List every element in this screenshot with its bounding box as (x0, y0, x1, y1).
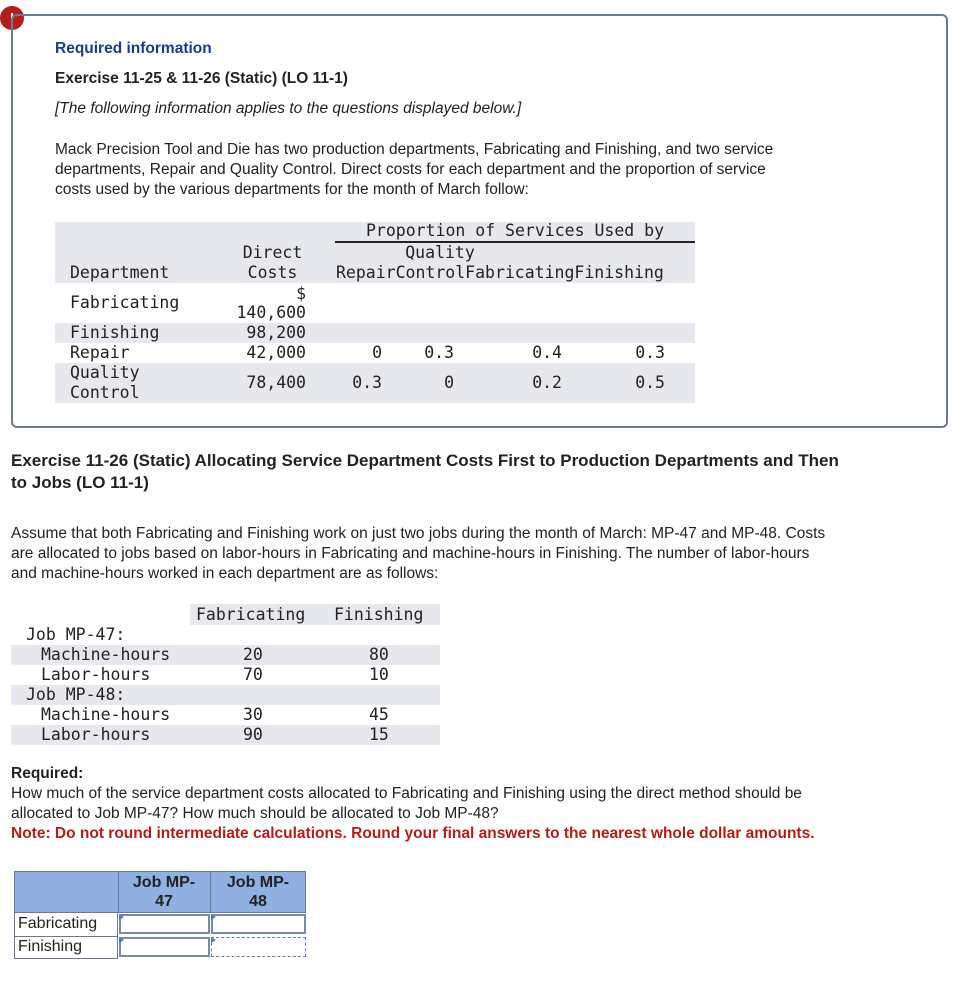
dollar-sign: $ (296, 284, 306, 303)
repair-to-qc: 0.3 (424, 343, 454, 362)
intro-paragraph: Mack Precision Tool and Die has two production departments, Fabricating and Finishing, and two service departments, Repair and Quality Control. Direct costs for each department and the proportion of service costs used by the various departments for the month of March follow: (55, 141, 774, 198)
j47-labor-fab: 70 (243, 665, 263, 684)
answer-fabricating-mp47[interactable] (119, 914, 210, 934)
qc-to-finishing: 0.5 (635, 373, 665, 392)
costs-header: Costs (247, 263, 298, 282)
qc-to-qc: 0 (444, 373, 454, 392)
qc-cost: 78,400 (246, 373, 306, 392)
fabricating-cost: 140,600 (236, 303, 306, 322)
required-information-title: Required information (55, 40, 212, 57)
machine-hours-label: Machine-hours (41, 645, 171, 664)
direct-header: Direct (242, 243, 303, 262)
required-label: Required: (11, 765, 84, 782)
col-job-mp48: Job MP- 48 (226, 874, 290, 910)
answer-fabricating-mp48[interactable] (211, 914, 306, 934)
repair-cost: 42,000 (246, 343, 306, 362)
exercise-26-title: Exercise 11-26 (Static) Allocating Service Department Costs First to Production Departments and Then to Jobs (LO 11-1) (11, 451, 839, 492)
row-repair-label: Repair (70, 343, 130, 362)
row-fabricating: Fabricating (18, 915, 98, 932)
input-flag-icon (119, 914, 124, 920)
input-flag-icon (211, 937, 216, 943)
input-flag-icon (119, 937, 124, 943)
labor-hours-label: Labor-hours (41, 665, 151, 684)
finishing-cost: 98,200 (246, 323, 306, 342)
row-finishing-label: Finishing (70, 323, 160, 342)
fabricating-col-header: Fabricating (196, 605, 306, 624)
exercise-26-paragraph: Assume that both Fabricating and Finishing work on just two jobs during the month of March: MP-47 and MP-48. Costs are allocated to jobs based on labor-hours in Fabricating and machine-hours in Finishing. The number of labor-hours and machine-hours worked in each department are as follows: (11, 525, 826, 582)
finishing-col-header: Finishing (334, 605, 424, 624)
department-header: Department (70, 263, 170, 282)
quality-header: Quality (405, 243, 475, 262)
applies-note: [The following information applies to the questions displayed below.] (55, 100, 522, 117)
answer-finishing-mp48[interactable] (211, 937, 306, 957)
answer-finishing-mp47[interactable] (119, 937, 210, 957)
row-fabricating-label: Fabricating (70, 293, 180, 312)
repair-to-repair: 0 (372, 343, 382, 362)
proportion-header: Proportion of Services Used by (365, 221, 664, 240)
qc-to-repair: 0.3 (352, 373, 382, 392)
col-job-mp47: Job MP- 47 (132, 874, 196, 910)
exercise-title: Exercise 11-25 & 11-26 (Static) (LO 11-1) (55, 70, 348, 87)
job-mp47-label: Job MP-47: (26, 625, 126, 644)
j48-labor-fin: 15 (369, 725, 389, 744)
job-mp48-label: Job MP-48: (26, 685, 126, 704)
j48-labor-fab: 90 (243, 725, 263, 744)
service-columns-header: RepairControlFabricatingFinishing (336, 263, 664, 282)
j48-machine-fab: 30 (243, 705, 263, 724)
j47-machine-fin: 80 (369, 645, 389, 664)
row-quality-control-label: Quality Control (70, 363, 140, 402)
machine-hours-label: Machine-hours (41, 705, 171, 724)
j48-machine-fin: 45 (369, 705, 389, 724)
qc-to-fabricating: 0.2 (532, 373, 562, 392)
j47-machine-fab: 20 (243, 645, 263, 664)
labor-hours-label: Labor-hours (41, 725, 151, 744)
alert-icon: ! (0, 6, 24, 30)
j47-labor-fin: 10 (369, 665, 389, 684)
required-section: Required: How much of the service department costs allocated to Fabricating and Finishing using the direct method should be allocated to Job MP-47? How much should be allocated to Job MP-48? Note: Do not round intermediate calculations. Round your final answers to the nearest whole dollar amounts. (11, 765, 815, 842)
input-flag-icon (211, 914, 216, 920)
repair-to-finishing: 0.3 (635, 343, 665, 362)
rounding-note: Note: Do not round intermediate calculations. Round your final answers to the nearest whole dollar amounts. (11, 825, 815, 842)
repair-to-fabricating: 0.4 (532, 343, 562, 362)
row-finishing: Finishing (18, 938, 83, 955)
